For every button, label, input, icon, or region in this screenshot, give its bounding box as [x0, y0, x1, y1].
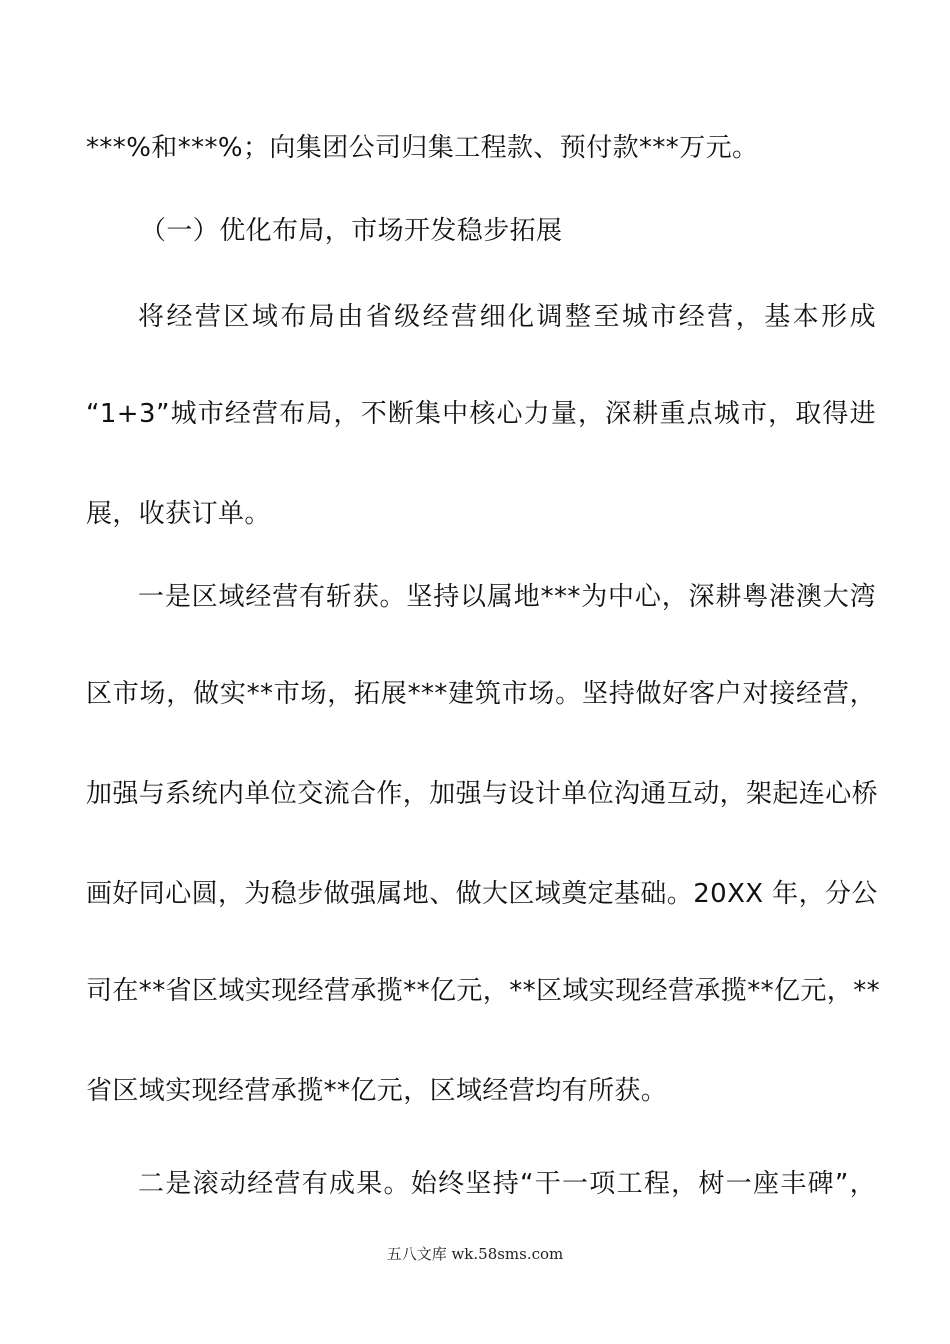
text-line-5: 展，收获订单。: [86, 499, 271, 529]
text-line-7: 区市场，做实**市场，拓展***建筑市场。坚持做好客户对接经营，: [86, 679, 876, 709]
text-line-6: 一是区域经营有斩获。坚持以属地***为中心，深耕粤港澳大湾: [138, 582, 876, 612]
text-line-10: 司在**省区域实现经营承揽**亿元，**区域实现经营承揽**亿元，**: [86, 976, 881, 1006]
text-line-4: “1+3”城市经营布局，不断集中核心力量，深耕重点城市，取得进: [86, 399, 876, 429]
footer-watermark: 五八文库 wk.58sms.com: [386, 1245, 564, 1263]
text-line-3: 将经营区域布局由省级经营细化调整至城市经营，基本形成: [138, 302, 876, 332]
text-line-12: 二是滚动经营有成果。始终坚持“干一项工程，树一座丰碑”，: [138, 1169, 876, 1199]
text-line-8: 加强与系统内单位交流合作，加强与设计单位沟通互动，架起连心桥: [86, 779, 879, 809]
text-line-9: 画好同心圆，为稳步做强属地、做大区域奠定基础。20XX 年，分公: [86, 879, 878, 909]
section-heading: （一）优化布局，市场开发稳步拓展: [140, 216, 563, 246]
text-line-1: ***%和***%；向集团公司归集工程款、预付款***万元。: [86, 133, 759, 163]
text-line-11: 省区域实现经营承揽**亿元，区域经营均有所获。: [86, 1076, 668, 1106]
